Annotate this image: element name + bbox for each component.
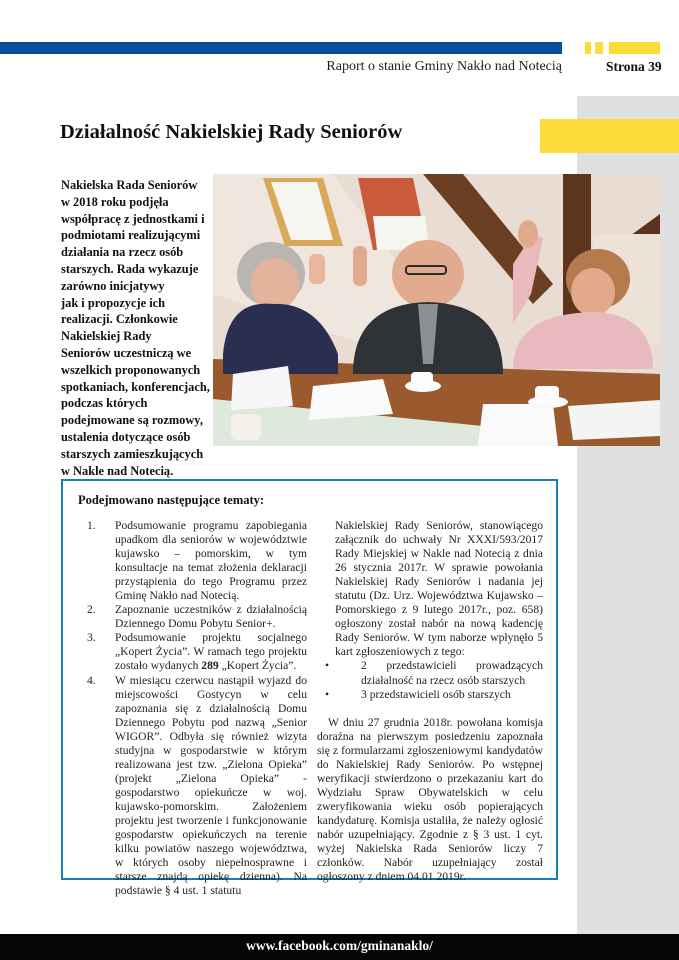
intro-line: wszelkich proponowanych (61, 362, 201, 377)
topic-text: W miesiącu czerwcu nastąpił wyjazd do miejscowości Gostycyn w celu zapoznania się z działalnością Domu Dziennego Pobytu pod nazwą „Senior WIGOR”. Odbyła się również wizyta studyjna w gospodarstwie w którym realizowana jest tzw. „Zielona Opieka” (projekt „Zielona Opieka” - gospodarstwo opiekuńcze w woj. kujawsko-pomorskim. Założeniem projektu jest tworzenie i funkcjonowanie gospodarstw opiekuńczych na terenie kilku powiatów naszego województwa, w których osoby niepełnosprawne i starsze znajdą opiekę dzienna). Na podstawie § 4 ust. 1 statutu (115, 673, 307, 898)
bullet-text: 2 przedstawicieli prowadzących działalność na rzecz osób starszych (361, 659, 543, 687)
topics-title: Podejmowano następujące tematy: (78, 493, 265, 507)
topic-number: 2. (87, 603, 96, 617)
intro-line: podczas których (61, 396, 148, 411)
intro-line: działania na rzecz osób (61, 245, 184, 260)
intro-line: starszych zamieszkujących (61, 446, 204, 461)
topic-text: Podsumowanie projektu socjalnego „Kopert Życia”. W ramach tego projektu zostało wydanych (115, 631, 307, 673)
topic-number: 1. (87, 519, 96, 532)
header-blue-bar (0, 42, 562, 54)
intro-line: Seniorów uczestniczą we (61, 345, 192, 360)
bullet-icon: • (325, 687, 330, 701)
topic-item (81, 631, 307, 673)
topic-number: 3. (87, 631, 96, 645)
topics-box (61, 479, 558, 898)
topic-text: Podsumowanie programu zapobiegania upadkom dla seniorów w województwie kujawsko – pomorskim, w tym konsultacje na temat złożenia deklaracji przystąpienia do tego Programu przez Gminę Nakło nad Notecią. (115, 519, 307, 603)
intro-line: starszych. Rada wykazuje (61, 261, 199, 276)
topic-text: Zapoznanie uczestników z działalnością Dziennego Domu Pobytu Senior+. (115, 603, 307, 631)
bullet-text: 3 przedstawicieli osób starszych (361, 687, 511, 701)
council-meeting-photo (213, 174, 660, 446)
envelope-count: 289 (201, 659, 219, 673)
topic-item (81, 519, 307, 603)
intro-line: zarówno inicjatywy (61, 278, 165, 293)
topic-item (81, 674, 307, 899)
header-yellow-accent-3 (609, 42, 660, 54)
bullet-item (317, 659, 543, 687)
intro-line: realizacji. Członkowie (61, 312, 178, 327)
closing-paragraph: W dniu 27 grudnia 2018r. powołana komisja doraźna na pierwszym posiedzeniu zapoznała się z formularzami zgłoszeniowymi kandydatów do Nakielskiej Rady Seniorów. Po wstępnej weryfikacji stwierdzono o przekazaniu kart do Wydziału Spraw Obywatelskich w celu zweryfikowania wieku osób popierających kandydaturę. Komisja ustaliła, że należy ogłosić nabór uzupełniający. Zgodnie z § 3 ust. 1 cyt. wyżej Nakielska Rada Seniorów liczy 7 członków. Nabór uzupełniający został ogłoszony z dniem 04.01.2019r. (317, 715, 543, 884)
topic-text: „Kopert Życia”. (218, 659, 297, 673)
bullet-icon: • (325, 659, 330, 673)
intro-line: w 2018 roku podjęła (61, 194, 169, 209)
header-yellow-accent-1 (585, 42, 591, 54)
facebook-link[interactable]: www.facebook.com/gminanaklo/ (246, 938, 433, 953)
intro-line: współpracę z jednostkami i (61, 211, 205, 226)
footer-bar (0, 934, 679, 960)
intro-text (61, 177, 211, 479)
page-title: Działalność Nakielskiej Rady Seniorów (60, 121, 403, 143)
header-yellow-accent-2 (595, 42, 603, 54)
intro-line: jak i propozycje ich (61, 295, 166, 310)
report-title: Raport o stanie Gminy Nakło nad Notecią (326, 59, 562, 74)
page-number: Strona 39 (606, 59, 662, 74)
bullet-item (317, 688, 543, 702)
intro-line: podejmowane są rozmowy, (61, 413, 203, 428)
topics-left-column (81, 519, 307, 898)
topics-right-column (317, 519, 543, 884)
intro-line: podmiotami realizującymi (61, 228, 201, 243)
topic-item (81, 603, 307, 631)
topic-number: 4. (87, 673, 96, 687)
intro-line: Nakielskiej Rady (61, 329, 152, 344)
title-yellow-band (540, 119, 679, 153)
intro-line: ustalenia dotyczące osób (61, 429, 191, 444)
intro-line: spotkaniach, konferencjach, (61, 379, 210, 394)
intro-line: Nakielska Rada Seniorów (61, 178, 198, 192)
statute-continuation: Nakielskiej Rady Seniorów, stanowiącego załącznik do uchwały Nr XXXI/593/2017 Rady Miejskiej w Nakle nad Notecią z dnia 26 stycznia 2017r. W sprawie powołania Nakielskiej Rady Seniorów i nadania jej statutu (Dz. Urz. Województwa Kujawsko – Pomorskiego z 9 lutego 2017r., poz. 658) ogłoszony został nabór na nową kadencję Rady Seniorów. W tym naborze wpłynęło 5 kart zgłoszeniowych z tego: (335, 519, 543, 659)
intro-line: w Nakle nad Notecią. (61, 463, 174, 478)
